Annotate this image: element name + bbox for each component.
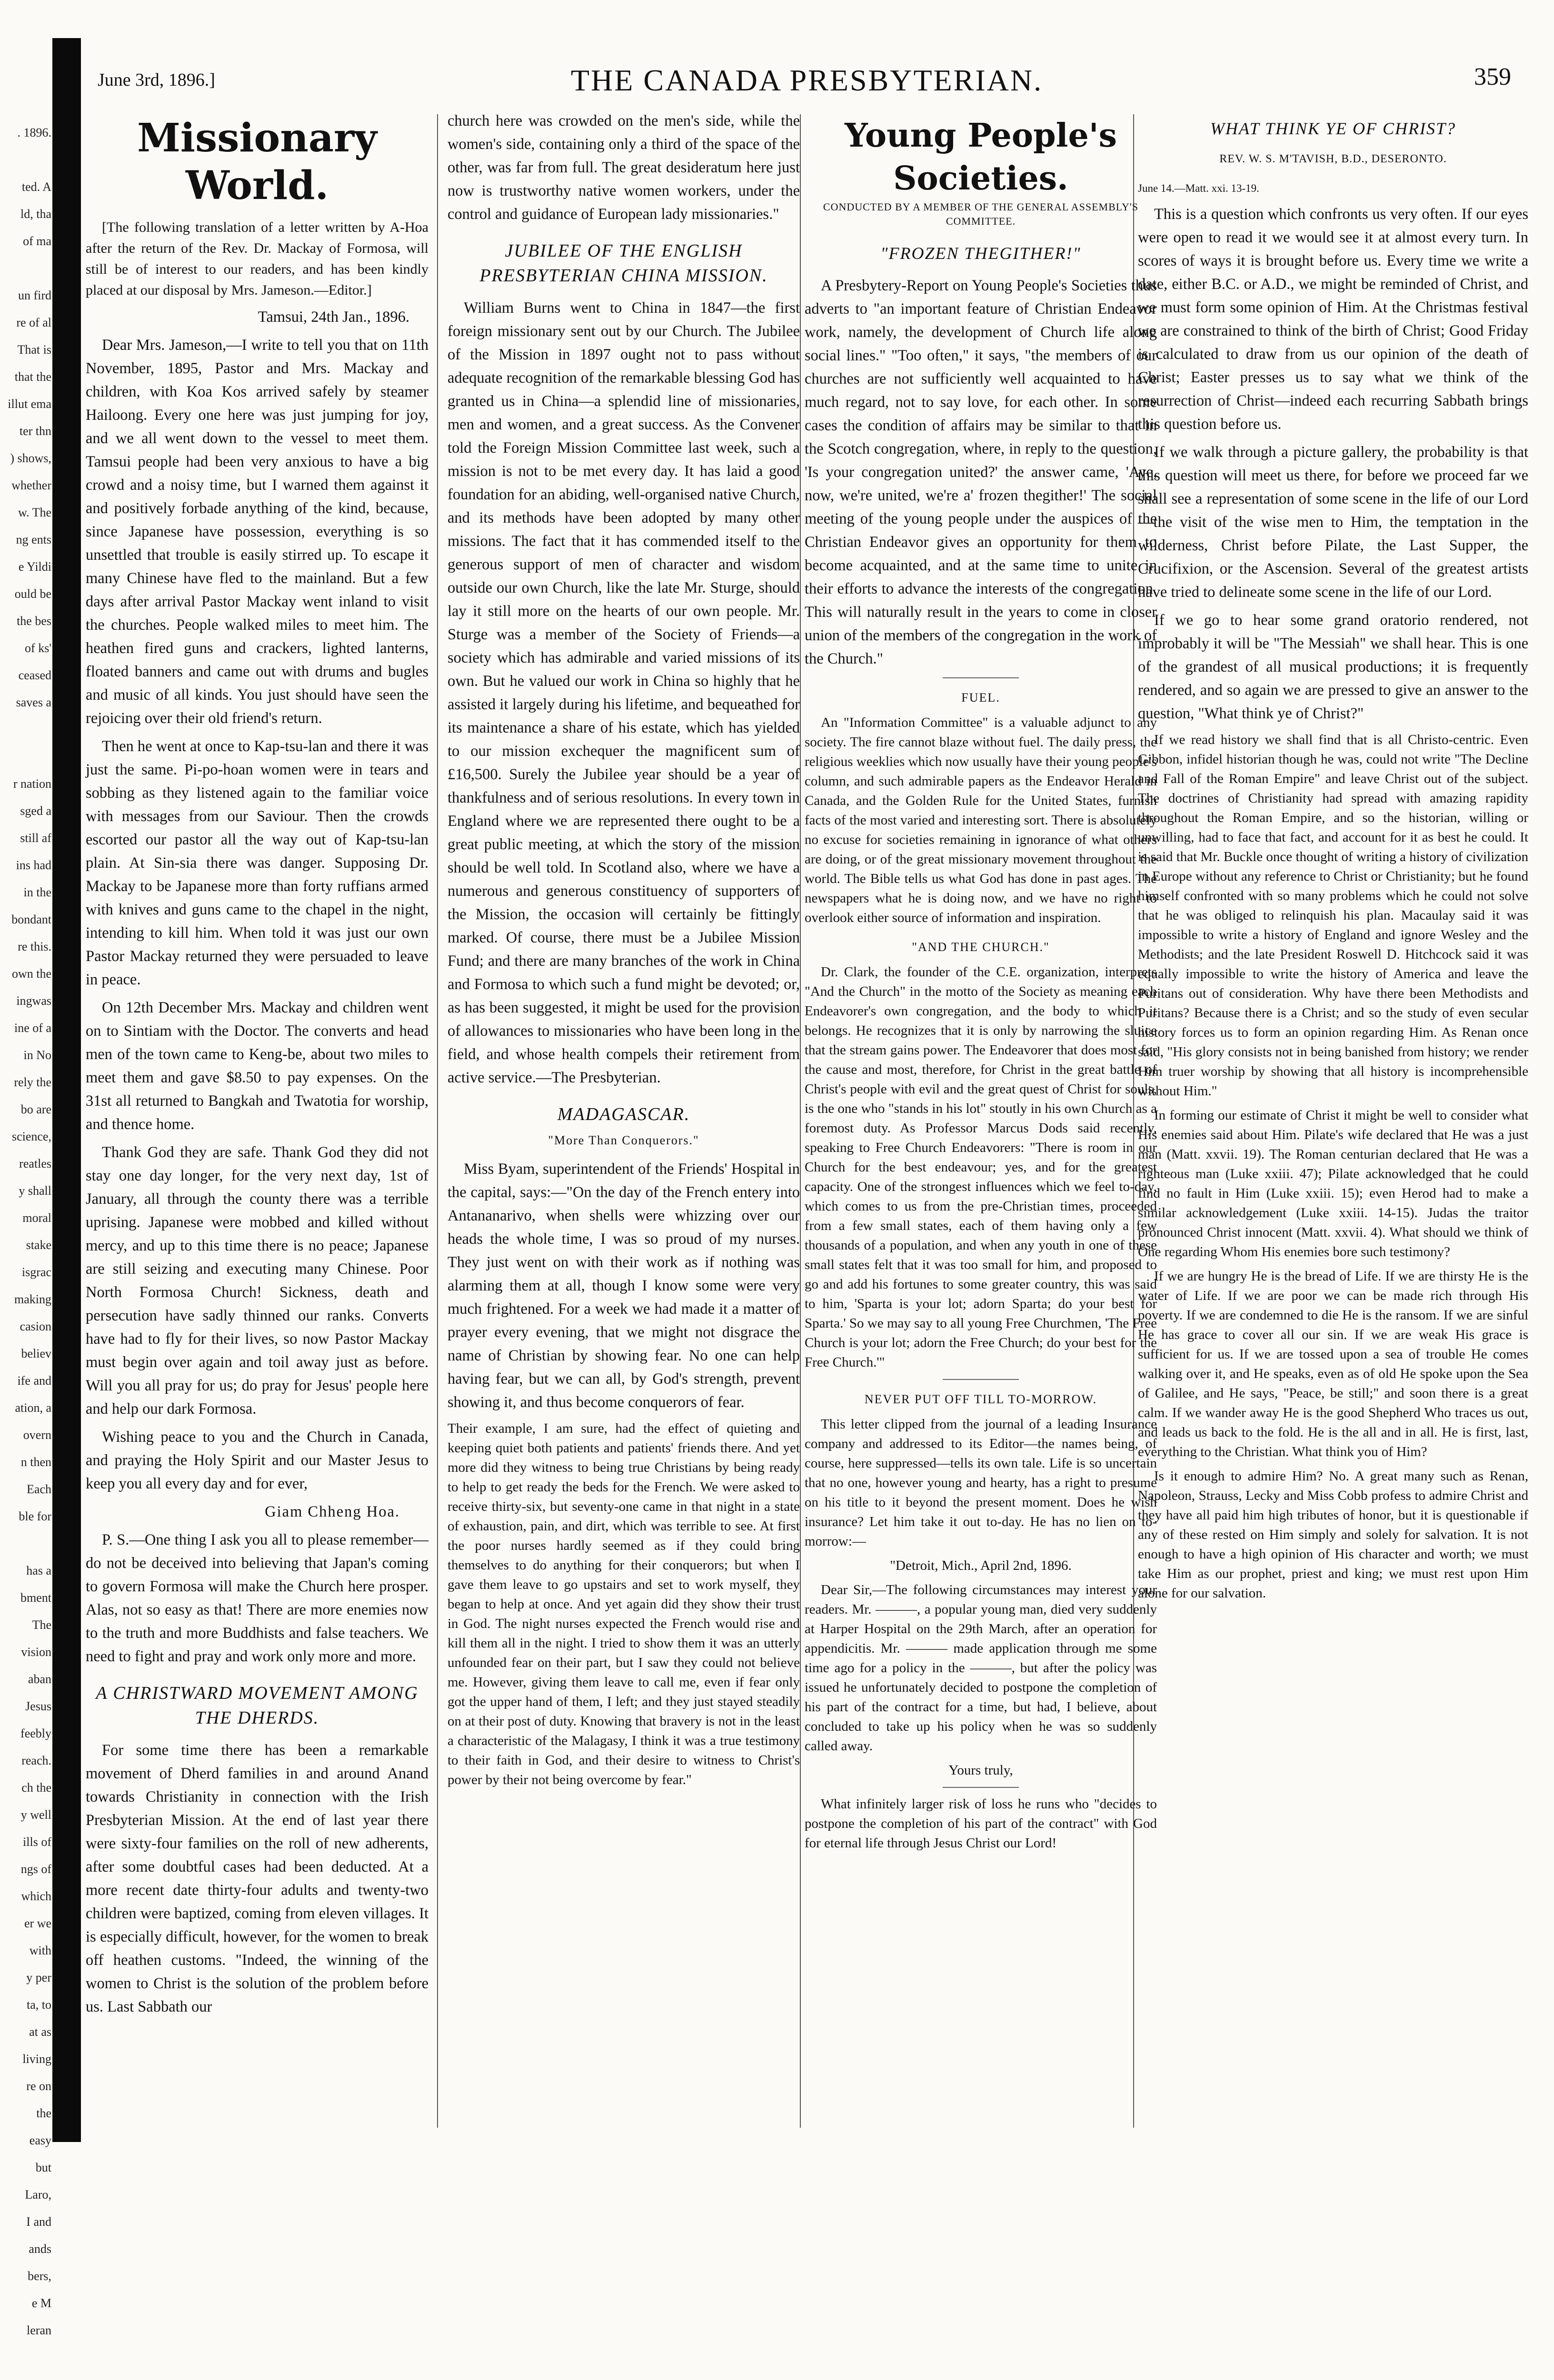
column-rule <box>800 114 801 2128</box>
adjacent-page-margin <box>0 0 86 2337</box>
divider <box>943 677 1019 678</box>
article-heading: "FROZEN THEGITHER!" <box>880 244 1081 263</box>
letter-dateline: "Detroit, Mich., April 2nd, 1896. <box>890 1558 1072 1573</box>
letter-signature: Giam Chheng Hoa. <box>265 1503 400 1520</box>
binding-shadow <box>52 38 81 2142</box>
article-paragraph: Dear Sir,—The following circumstances may interest your readers. Mr. ———, a popular young man, died very suddenly at Harper Hospital on the 29th March, after an operation for appendicitis. Mr. ——— made application through me some time ago for a policy in the ———, but after the policy was issued he unfortunately decided to postpone the completion of his part of the contract for a time, but had, I believe, about concluded to take up his policy when he was so suddenly called away. <box>805 1582 1157 1754</box>
article-paragraph: church here was crowded on the men's side, while the women's side, containing only a third of the space of the other, was far from full. The great desideratum here just now is trustworthy native women workers, under the control and guidance of European lady missionaries." <box>448 112 800 223</box>
column-rule <box>437 114 438 2128</box>
article-heading: WHAT THINK YE OF CHRIST? <box>1210 119 1456 138</box>
article-heading: JUBILEE OF THE ENGLISH PRESBYTERIAN CHINA MISSION. <box>479 241 768 286</box>
divider <box>943 1379 1019 1380</box>
editor-note: [The following translation of a letter written by A-Hoa after the return of the Rev. Dr. Mackay of Formosa, will still be of interest to our readers, and has been kindly placed at our disposal by Mrs. Jameson.—Editor.] <box>86 219 428 298</box>
article-paragraph: Dear Mrs. Jameson,—I write to tell you that on 11th November, 1895, Pastor and Mrs. Mackay and children, with Koa Kos arrived safely by steamer Hailoong. Every one here was just jumping for joy, and we all went down to the vessel to meet them. Tamsui people had been very anxious to have a big crowd and a noisy time, but I warned them against it and positively forbade anything of the kind, because, since Japanese have possession, everything is so unsettled that trouble is easily stirred up. To escape it many Chinese have fled to the mainland. But a few days after arrival Pastor Mackay went inland to visit the churches. People walked miles to meet him. The heathen fired guns and crackers, lighted lanterns, floated banners and came out with drums and bugles and music of all kinds. You just should have seen the rejoicing over their old friend's return. <box>86 337 428 727</box>
article-paragraph: A Presbytery-Report on Young People's Societies thus adverts to "an important feature of Christian Endeavor work, namely, the development of Church life along social lines." "Too often," it says, "the members of our churches are not sufficiently well acquainted to have much regard, not to say love, for each other. In some cases the condition of affairs may be similar to that in the Scotch congregation, where, in reply to the question, 'Is your congregation united?' the answer came, 'Aye, now, we're united, we're a' frozen thegither!' The social meeting of the young people under the auspices of the Christian Endeavor gives an opportunity for them to become acquainted, and at the same time to unite in their efforts to advance the interests of the congregation. This will naturally result in the years to come in closer union of the members of the congregation in the work of the Church." <box>805 277 1157 667</box>
letter-closing: Yours truly, <box>948 1763 1013 1778</box>
column-missionary-world <box>86 109 428 2128</box>
column-young-peoples-societies <box>805 109 1157 2128</box>
article-paragraph: P. S.—One thing I ask you all to please remember—do not be deceived into believing that Japan's coming to govern Formosa will make the Church here prosper. Alas, not so easy as that! There are more enemies now to the truth and more Buddhists and false teachers. We need to fight and pray and work only more and more. <box>86 1531 428 1665</box>
article-heading: NEVER PUT OFF TILL TO-MORROW. <box>864 1392 1097 1406</box>
article-paragraph: For some time there has been a remarkable movement of Dherd families in and around Anand towards Christianity in connection with the Irish Presbyterian Mission. At the end of last year there were sixty-four families on the roll of new adherents, after some doubtful cases had been deducted. At a more recent date thirty-four adults and twenty-two children were baptized, coming from eleven villages. It is especially difficult, however, for the women to break off heathen customs. "Indeed, the winning of the women to Christ is the solution of the problem before us. Last Sabbath our <box>86 1742 428 2015</box>
column-two <box>448 109 800 2128</box>
article-paragraph: Miss Byam, superintendent of the Friends' Hospital in the capital, says:—"On the day of the French entery into Antananarivo, when shells were whizzing over our heads the whole time, I was so proud of my nurses. They just went on with their work as if nothing was alarming them at all, though I know some were very much frightened. For a week we had made it a matter of prayer every evening, that we might not disgrace the name of Christian by showing fear. No one can help having fear, but we can all, by God's strength, prevent showing it, and thus become conquerors of fear. <box>448 1160 800 1411</box>
article-paragraph: If we are hungry He is the bread of Life. If we are thirsty He is the water of Life. If we are poor we can be made rich through His poverty. If we are condemned to die He is the ransom. If we are sinful He has grace to cover all our sin. If we are weak His grace is sufficient for us. If we are tossed upon a sea of trouble He comes walking over it, and He speaks, even as of old He spoke upon the Sea of Galilee, and He says, "Peace, be still;" and soon there is a great calm. If we wander away He is the good Shepherd Who traces us out, and leads us back to the fold. He is the all and in all. He is first, last, everything to the Christian. What think you of Him? <box>1138 1269 1528 1459</box>
article-paragraph: In forming our estimate of Christ it might be well to consider what His enemies said about Him. Pilate's wife declared that He was a just man (Matt. xxvii. 19). The Roman centurian declared that He was a righteous man (Luke xxiii. 47); Pilate acknowledged that he could find no fault in Him (Luke xxiii. 15); even Herod had to make a similar acknowledgement (Luke xxiii. 14-15). Judas the traitor pronounced Christ innocent (Matt. xxvii. 4). What should we think of One regarding Whom His enemies bore such testimony? <box>1138 1108 1528 1259</box>
article-paragraph: What infinitely larger risk of loss he runs who "decides to postpone the completion of his part of the contract" with God for eternal life through Jesus Christ our Lord! <box>805 1796 1157 1851</box>
section-byline: CONDUCTED BY A MEMBER OF THE GENERAL ASSEMBLY'S COMMITTEE. <box>823 201 1139 227</box>
article-heading: A CHRISTWARD MOVEMENT AMONG THE DHERDS. <box>96 1683 418 1728</box>
section-title-young-peoples-societies: Young People's Societies. <box>845 117 1117 198</box>
article-paragraph: An "Information Committee" is a valuable adjunct to any society. The fire cannot blaze without fuel. The daily press, the religious weeklies which now usually have their young people's column, and such admirable papers as the Endeavor Herald in Canada, and the Golden Rule for the United States, furnish facts of the most varied and interesting sort. There is absolutely no excuse for societies remaining in ignorance of what others are doing, or of the great missionary movement throughout the world. The Bible tells us what God has done in past ages. The newspapers what he is doing now, and we have no right to overlook either source of information and inspiration. <box>805 715 1157 925</box>
column-what-think-ye <box>1138 109 1528 2128</box>
article-subheading: "More Than Conquerors." <box>548 1133 699 1147</box>
article-paragraph: If we go to hear some grand oratorio rendered, not improbably it will be "The Messiah" we shall hear. This is one of the grandest of all musical productions; it is frequently rendered, and so again we are pressed to give an answer to the question, "What think ye of Christ?" <box>1138 612 1528 722</box>
section-title-missionary-world: Missionary World. <box>137 115 377 208</box>
article-paragraph: If we walk through a picture gallery, the probability is that this question will meet us there, for before we proceed far we shall see a representation of some scene in the life of our Lord—the visit of the wise men to Him, the temptation in the wilderness, Christ before Pilate, the Last Supper, the Crucifixion, or the Ascension. Several of the greatest artists have tried to delineate some scene in the life of our Lord. <box>1138 444 1528 601</box>
article-paragraph: This is a question which confronts us very often. If our eyes were open to read it we would see it at almost every turn. In scores of ways it is brought before us. Every time we write a date, either B.C. or A.D., we might be reminded of Christ, and we must form some opinion of Him. At the Christmas festival we are constrained to think of the birth of Christ; Good Friday is calculated to draw from us our opinion of the death of Christ; Easter presses us to say what we think of the resurrection of Christ—indeed each recurring Sabbath brings this question before us. <box>1138 206 1528 433</box>
article-paragraph: This letter clipped from the journal of a leading Insurance company and addressed to its Editor—the names being, of course, here suppressed—tells its own tale. Life is so uncertain that no one, however young and hearty, has a right to presume on his title to it beyond the present moment. Does he wish insurance? Let him take it out to-day. He has no lien on to-morrow:— <box>805 1417 1157 1549</box>
divider <box>943 1787 1019 1788</box>
scripture-reference: June 14.—Matt. xxi. 13-19. <box>1138 182 1259 194</box>
article-paragraph: Wishing peace to you and the Church in Canada, and praying the Holy Spirit and our Master Jesus to keep you all every day and for ever, <box>86 1428 428 1492</box>
issue-date: June 3rd, 1896.] <box>98 70 215 90</box>
article-paragraph: Then he went at once to Kap-tsu-lan and there it was just the same. Pi-po-hoan women were in tears and sobbing as they listened again to the familiar voice with messages from our Saviour. Then the crowds escorted our pastor all the way out of Kap-tsu-lan plain. At Sin-sia there was danger. Supposing Dr. Mackay to be Japanese more than forty ruffians armed with knives and guns came to the chapel in the night, intending to kill him. When told it was just our own Pastor Mackay returned they were persuaded to leave in peace. <box>86 738 428 988</box>
page-header <box>88 52 1525 109</box>
article-paragraph: If we read history we shall find that is all Christo-centric. Even Gibbon, infidel historian though he was, could not write "The Decline and Fall of the Roman Empire" and leave Christ out of the subject. The doctrines of Christianity had spread with amazing rapidity throughout the Roman Empire, and so the historian, willing or unwilling, had to face that fact, and account for it as best he could. It is said that Mr. Buckle once thought of writing a history of civilization in Europe without any reference to Christ or Christianity; but he found himself confronted with so many problems which he could not solve that he was obliged to relinquish his plan. Macaulay said it was impossible to write a history of England and ignore Wesley and the Methodists; and the late President Roswell D. Hitchcock said it was equally impossible to write the history of America and leave the Puritans out of consideration. Why have there been Methodists and Puritans? Because there is a Christ; and so the study of even secular history forces us to form an opinion regarding Him. As Renan once said, "His glory consists not in being banished from history; we render Him truer worship by showing that all history is incomprehensible without Him." <box>1138 732 1528 1099</box>
article-paragraph: Their example, I am sure, had the effect of quieting and keeping quiet both patients and patients' friends there. And yet more did they witness to being true Christians by being ready to help to get ready the beds for the French. We were asked to receive thirty-six, but seventy-one came in that night in a state of exhaustion, pain, and dirt, which was terrible to see. At first the poor nurses hardly seemed as if they could bring themselves to do anything for their conquerors; but when I gave them leave to go upstairs and set to work myself, they began to help at once. And yet again did they show their trust in God. The night nurses expected the French would rise and kill them all in the night. I tried to show them it was an utterly unfounded fear on their part, but I saw they could not believe me. However, giving them leave to call me, even if fear only got the upper hand of them, I left; and they just stayed steadily on at their post of duty. Knowing that bravery is not in the least a characteristic of the Malagasy, I think it was a true testimony to their faith in God, and their desire to witness to Christ's power by their not being overcome by fear." <box>448 1421 800 1787</box>
article-heading: "AND THE CHURCH." <box>912 940 1050 954</box>
newspaper-title: THE CANADA PRESBYTERIAN. <box>570 63 1043 97</box>
article-heading: FUEL. <box>961 691 1000 704</box>
article-paragraph: Thank God they are safe. Thank God they did not stay one day longer, for the very next day, 1st of January, all through the county there was a terrible uprising. Japanese were mobbed and killed without mercy, and up to this time there is no peace; Japanese are still seizing and executing many Chinese. Poor North Formosa Church! Sickness, death and persecution have sadly thinned our ranks. Converts have had to fly for their lives, so now Pastor Mackay must begin over again and toil away just as before. Will you all pray for us; do pray for Jesus' people here and help our dark Formosa. <box>86 1144 428 1418</box>
article-paragraph: Dr. Clark, the founder of the C.E. organization, interprets "And the Church" in the motto of the Society as meaning each Endeavorer's own congregation, and the body to which it belongs. He recognizes that it is only by narrowing the sluice that the stream gains power. The Endeavorer that does most for the cause and most, therefore, for Christ in the great battle of Christ's people with evil and the great quest of Christ for souls, is the one who "stands in his lot" stoutly in his own Church as a foremost duty. As Professor Marcus Dods said recently, speaking to Free Church Endeavorers: "There is room in our Church for the best endeavour; yes, and for the greatest capacity. One of the strongest influences which we feel to-day, which comes to us from the pre-Christian times, proceeded from a few small states, each of them having only a few thousands of a population, and when any youth in one of these small states felt that it was too small for him, and proposed to go and add his fortunes to some greater country, this was said to him, 'Sparta is your lot; adorn Sparta; do your best for Sparta.' So we may say to all young Free Churchmen, 'The Free Church is your lot; adorn the Free Church; do your best for the Free Church.'" <box>805 964 1157 1370</box>
adjacent-page-fragment-text: . 1896. ted. A ld, tha of ma un fird re of al That is that the illut ema ter thn ) shows, whether w. The ng ents e Yildi ould be the bes of ks' ceased saves a r nation sged a still af ins had in the bondant re this. own the ingwas ine of a in No rely the bo are science, reatles y shall moral stake isgrac making casion believ ife and ation, a overn n then Each ble for has a bment The vision aban Jesus feebly reach. ch the y well ills of ngs of which er we with y per ta, to at as living re on the easy but Laro, I and ands bers, e M leran <box>8 126 51 2337</box>
article-author: REV. W. S. M'TAVISH, B.D., DESERONTO. <box>1219 153 1447 165</box>
page-number: 359 <box>1474 63 1511 90</box>
article-heading: MADAGASCAR. <box>557 1104 690 1124</box>
article-paragraph: William Burns went to China in 1847—the first foreign missionary sent out by our Church. The Jubilee of the Mission in 1897 ought not to pass without adequate recognition of the remarkable blessing God has granted us in China—a splendid line of missionaries, men and women, and a great success. As the Convener told the Foreign Mission Committee last week, such a mission is not to be met every day. It has laid a good foundation for an abiding, well-organised native Church, and its methods have been adopted by many other missions. The fact that it has commended itself to the generous support of men of character and wisdom outside our own Church, like the late Mr. Sturge, should lay it still more on the hearts of our own people. Mr. Sturge was a member of the Society of Friends—a society which has admirable and varied missions of its own. But he valued our work in China so highly that he assisted it largely during his lifetime, and bequeathed for its maintenance a share of his estate, which has yielded to our mission exchequer the magnificent sum of £16,500. Surely the Jubilee year should be a year of thankfulness and of serious resolutions. In every town in England where we are represented there ought to be a great public meeting, at which the story of the mission should be well told. In Scotland also, where we have a numerous and generous constituency of supporters of the Mission, the occasion will certainly be fittingly marked. Of course, there must be a Jubilee Mission Fund; and there are many branches of the work in China and Formosa to which such a fund might be devoted; or, as has been suggested, it might be used for the provision of allowances to missionaries who have been long in the field, and whose health compels their retirement from active service.—The Presbyterian. <box>448 299 800 1086</box>
article-paragraph: On 12th December Mrs. Mackay and children went on to Sintiam with the Doctor. The converts and head men of the town came to Keng-be, about two miles to meet them and gave $8.50 to pay expenses. On the 31st all returned to Bangkah and Twatotia for worship, and thence home. <box>86 999 428 1133</box>
letter-dateline: Tamsui, 24th Jan., 1896. <box>258 308 409 326</box>
article-paragraph: Is it enough to admire Him? No. A great many such as Renan, Napoleon, Strauss, Lecky and Miss Cobb profess to admire Christ and they have all paid him high tributes of honor, but it is questionable if any of these rested on Him simply and solely for salvation. It is not enough to have a high opinion of His character and worth; we must take Him as our prophet, priest and king; we must rest upon Him alone for our salvation. <box>1138 1468 1528 1601</box>
